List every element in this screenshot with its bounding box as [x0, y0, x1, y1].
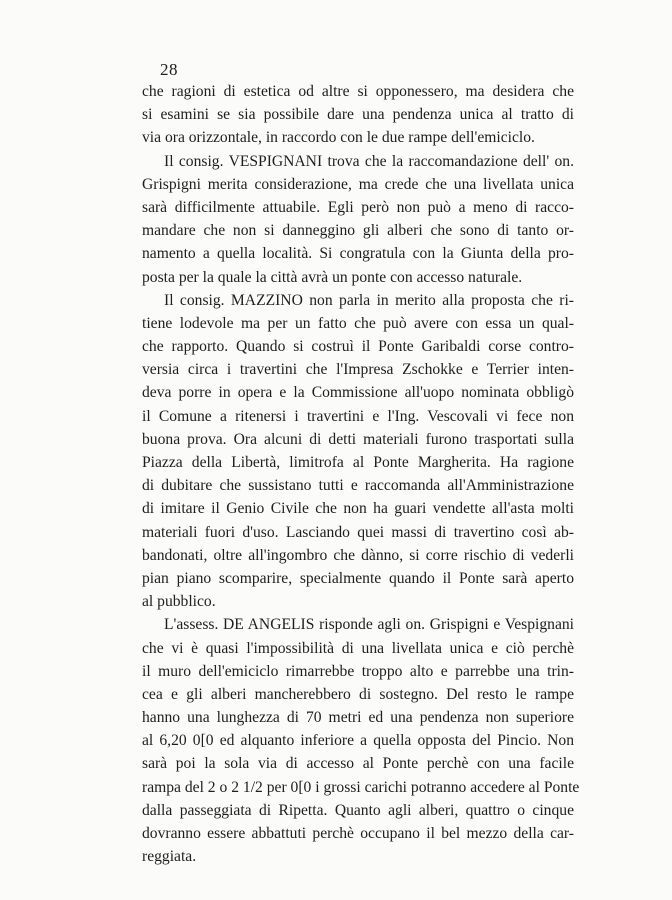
text-line: Il consig. MAZZINO non parla in merito alla proposta che ri-	[164, 291, 574, 309]
text-line: che rapporto. Quando si costruì il Ponte Garibaldi corse contro-	[142, 338, 574, 356]
text-line: Il consig. VESPIGNANI trova che la raccomandazione dell' on.	[164, 152, 574, 170]
text-line: via ora orizzontale, in raccordo con le due rampe dell'emiciclo.	[142, 129, 535, 147]
text-line: namento a quella località. Si congratula con la Giunta della pro-	[142, 245, 574, 263]
text-line: bandonati, oltre all'ingombro che dànno, si corre rischio di vederli	[142, 546, 574, 564]
text-line: di imitare il Genio Civile che non ha guari vendette all'asta molti	[142, 500, 574, 518]
text-line: il muro dell'emiciclo rimarrebbe troppo alto e parrebbe una trin-	[142, 662, 574, 680]
text-line: reggiata.	[142, 848, 197, 866]
text-line: sarà difficilmente attuabile. Egli però non può a meno di racco-	[142, 198, 574, 216]
text-line: buona prova. Ora alcuni di detti materiali furono trasportati sulla	[142, 430, 574, 448]
text-line: che ragioni di estetica od altre si opponessero, ma desidera che	[142, 83, 574, 100]
text-line: dovranno essere abbattuti perchè occupano il bel mezzo della car-	[142, 825, 574, 842]
text-line: di dubitare che sussistano tutti e raccomanda all'Amministrazione	[142, 477, 574, 495]
text-line: si esamini se sia possibile dare una pendenza unica al tratto di	[142, 106, 574, 124]
text-line: al 6,20 0[0 ed alquanto inferiore a quella opposta del Pincio. Non	[142, 732, 574, 750]
page-number: 28	[160, 60, 178, 79]
text-line: pian piano scomparire, specialmente quando il Ponte sarà aperto	[142, 569, 574, 587]
text-line: al pubblico.	[142, 593, 216, 611]
text-line: materiali fuori d'uso. Lasciando quei massi di travertino così ab-	[142, 523, 574, 541]
text-line: deva porre in opera e la Commissione all'uopo nominata obbligò	[142, 384, 574, 402]
text-line: mandare che non si danneggino gli alberi che sono di tanto or-	[142, 222, 574, 240]
text-line: Piazza della Libertà, limitrofa al Ponte Margherita. Ha ragione	[142, 454, 574, 471]
text-line: rampa del 2 o 2 1/2 per 0[0 i grossi carichi potranno accedere al Ponte	[142, 778, 580, 796]
body-text	[142, 80, 580, 868]
text-line: dalla passeggiata di Ripetta. Quanto agli alberi, quattro o cinque	[142, 801, 574, 819]
text-line: cea e gli alberi mancherebbero di sostegno. Del resto le rampe	[142, 685, 574, 703]
text-line: posta per la quale la città avrà un ponte con accesso naturale.	[142, 268, 523, 286]
text-line: il Comune a ritenersi i travertini e l'Ing. Vescovali vi fece non	[142, 407, 574, 425]
text-line: tiene lodevole ma per un fatto che può avere con essa un qual-	[142, 314, 574, 332]
text-line: versia circa i travertini che l'Impresa Zschokke e Terrier inten-	[142, 361, 574, 379]
text-line: sarà poi la sola via di accesso al Ponte perchè con una facile	[142, 755, 574, 773]
text-line: L'assess. DE ANGELIS risponde agli on. Grispigni e Vespignani	[164, 616, 574, 634]
text-line: Grispigni merita considerazione, ma crede che una livellata unica	[142, 175, 574, 193]
text-line: hanno una lunghezza di 70 metri ed una pendenza non superiore	[142, 709, 574, 727]
text-line: che vi è quasi l'impossibilità di una livellata unica e ciò perchè	[142, 639, 574, 657]
